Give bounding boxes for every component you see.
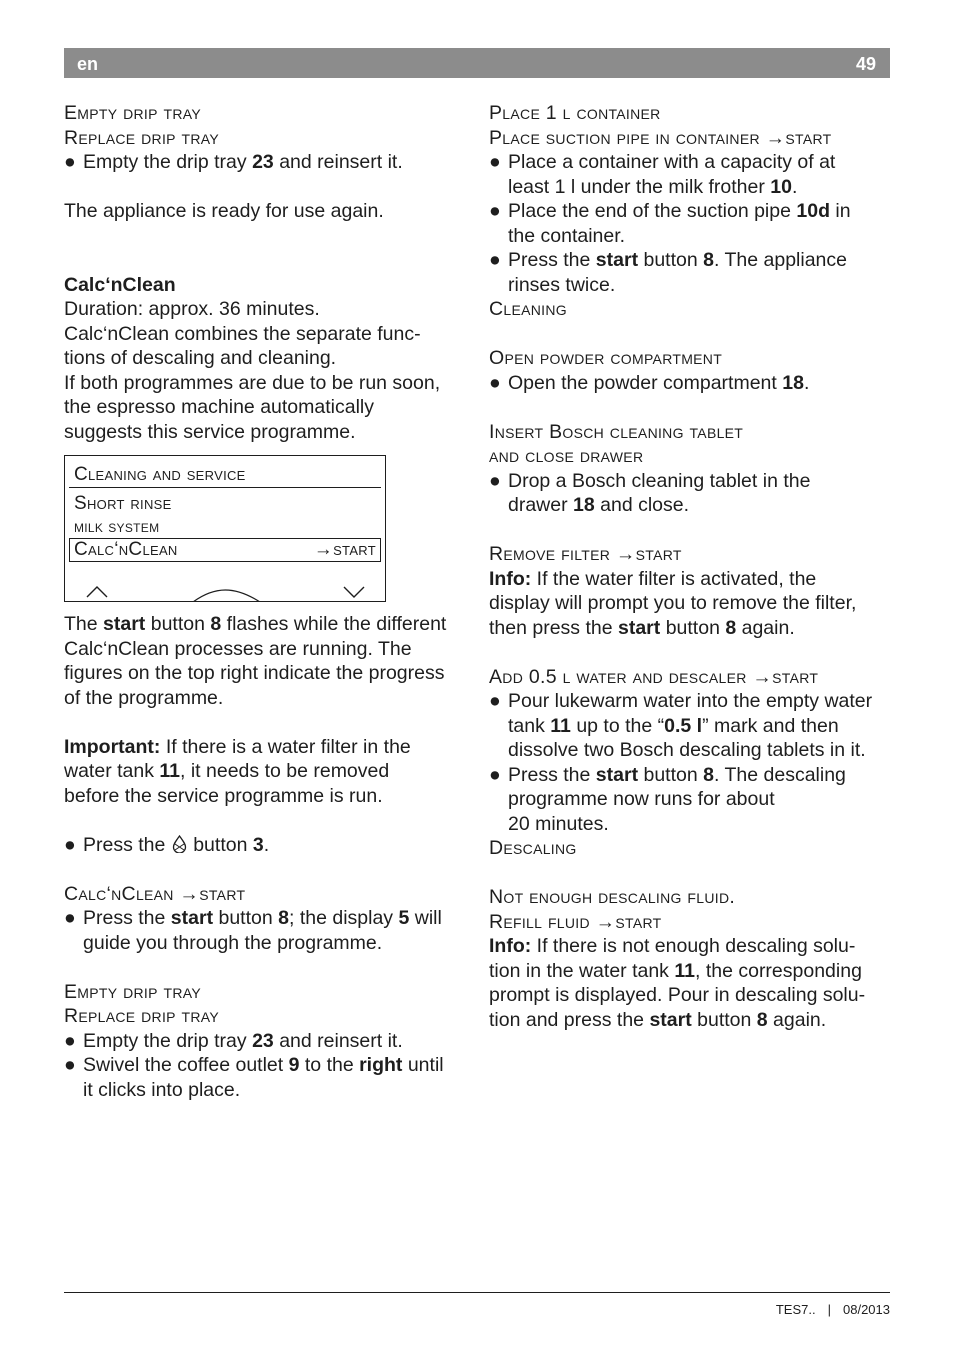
dial-arc: [193, 590, 260, 602]
paragraph-line: suggests this service programme.: [64, 420, 356, 443]
important-note: Important: If there is a water filter in the: [64, 735, 411, 758]
display-message: Not enough descaling fluid.: [489, 886, 736, 908]
display-message: Replace drip tray: [64, 1005, 220, 1027]
bullet-item: ● Empty the drip tray 23 and reinsert it.: [64, 151, 403, 173]
section-heading: Calc‘nClean: [64, 273, 176, 296]
page-footer: [776, 1298, 890, 1323]
right-column: [489, 101, 894, 1032]
bullet-item: ● Press the start button 8. The descaling programme now runs for about 20 minutes.: [489, 763, 846, 835]
display-message: Empty drip tray: [64, 980, 201, 1003]
bullet-icon: ●: [489, 763, 501, 786]
footer-divider: [64, 1292, 890, 1293]
display-message: Remove filter →start: [489, 543, 682, 565]
machine-display-illustration: [64, 455, 386, 602]
display-message: Refill fluid →start: [489, 910, 662, 933]
bullet-icon: ●: [64, 1029, 76, 1052]
publication-date: 08/2013: [843, 1302, 890, 1317]
bullet-item: ● Press the start button 8; the display 5 will guide you through the programme.: [64, 907, 442, 954]
bullet-item: ● Place a container with a capacity of at least 1 l under the milk frother 10.: [489, 151, 836, 198]
bullet-icon: ●: [64, 151, 76, 173]
bullet-icon: ●: [489, 371, 501, 394]
bullet-icon: ●: [489, 200, 501, 222]
display-message: Descaling: [489, 837, 577, 859]
info-note: Info: If the water filter is activated, the: [489, 567, 817, 590]
info-note: Info: If there is not enough descaling solu-: [489, 935, 856, 957]
page-header-bar: [64, 48, 890, 78]
bullet-item: ● Press the start button 8. The appliance rinses twice.: [489, 249, 847, 296]
paragraph-line: display will prompt you to remove the filter,: [489, 592, 857, 614]
paragraph-line: If both programmes are due to be run soon,: [64, 371, 441, 394]
display-message: Cleaning: [489, 298, 567, 320]
paragraph-line: tions of descaling and cleaning.: [64, 347, 337, 369]
chevron-up-icon: [87, 587, 107, 597]
paragraph-line: before the service programme is run.: [64, 784, 383, 807]
paragraph-line: Calc‘nClean processes are running. The: [64, 637, 412, 660]
display-menu-title: Cleaning and service: [74, 464, 246, 485]
bullet-item: ● Press the button 3.: [64, 833, 270, 856]
paragraph-line: the espresso machine automatically: [64, 396, 374, 418]
bullet-item: ● Empty the drip tray 23 and reinsert it.: [64, 1029, 403, 1052]
bullet-icon: ●: [489, 151, 501, 173]
language-code: en: [77, 54, 99, 74]
bullet-icon: ●: [489, 249, 501, 271]
bullet-item: ● Drop a Bosch cleaning tablet in the drawer 18 and close.: [489, 469, 811, 516]
bullet-item: ● Pour lukewarm water into the empty water tank 11 up to the “0.5 l” mark and then dissolve two Bosch descaling tablets in it.: [489, 690, 873, 761]
display-message: Open powder compartment: [489, 347, 723, 369]
paragraph-line: The start button 8 flashes while the different: [64, 613, 447, 635]
display-message: Add 0.5 l water and descaler →start: [489, 665, 819, 688]
bullet-icon: ●: [64, 1054, 76, 1076]
paragraph-line: Duration: approx. 36 minutes.: [64, 298, 320, 320]
paragraph-line: tion in the water tank 11, the corresponding: [489, 959, 862, 982]
display-message: Place 1 l container: [489, 102, 661, 124]
display-message: and close drawer: [489, 445, 644, 467]
descaling-drop-icon: [171, 835, 188, 853]
paragraph-line: then press the start button 8 again.: [489, 616, 795, 639]
model-code: TES7..: [775, 1302, 816, 1317]
display-divider: [69, 487, 381, 488]
display-message: Insert Bosch cleaning tablet: [489, 420, 744, 443]
display-selected-item: Calc‘nClean →start: [69, 538, 381, 562]
display-message: Empty drip tray: [64, 102, 201, 124]
bullet-item: ● Place the end of the suction pipe 10d in the container.: [489, 200, 851, 247]
bullet-icon: ●: [64, 907, 76, 929]
left-column: [64, 101, 469, 1102]
display-menu-item: milk system: [74, 517, 160, 536]
display-message: Calc‘nClean →start: [64, 882, 246, 905]
footer-separator: |: [827, 1302, 831, 1317]
paragraph: The appliance is ready for use again.: [64, 200, 384, 222]
display-menu-item: Short rinse: [74, 493, 172, 514]
bullet-item: ● Swivel the coffee outlet 9 to the right until it clicks into place.: [64, 1054, 444, 1101]
paragraph-line: figures on the top right indicate the progress: [64, 662, 445, 684]
display-message: Place suction pipe in container →start: [489, 126, 832, 149]
paragraph-line: water tank 11, it needs to be removed: [64, 760, 390, 782]
paragraph-line: tion and press the start button 8 again.: [489, 1008, 827, 1031]
display-message: Replace drip tray: [64, 126, 220, 149]
page-number: 49: [855, 54, 876, 74]
paragraph-line: prompt is displayed. Pour in descaling solu-: [489, 984, 866, 1006]
bullet-icon: ●: [64, 833, 76, 856]
paragraph-line: Calc‘nClean combines the separate func-: [64, 322, 421, 345]
paragraph-line: of the programme.: [64, 686, 224, 709]
bullet-icon: ●: [489, 469, 501, 492]
bullet-icon: ●: [489, 690, 501, 712]
chevron-down-icon: [344, 587, 364, 597]
bullet-item: ● Open the powder compartment 18.: [489, 371, 810, 394]
display-nav-arrows: [65, 578, 385, 602]
